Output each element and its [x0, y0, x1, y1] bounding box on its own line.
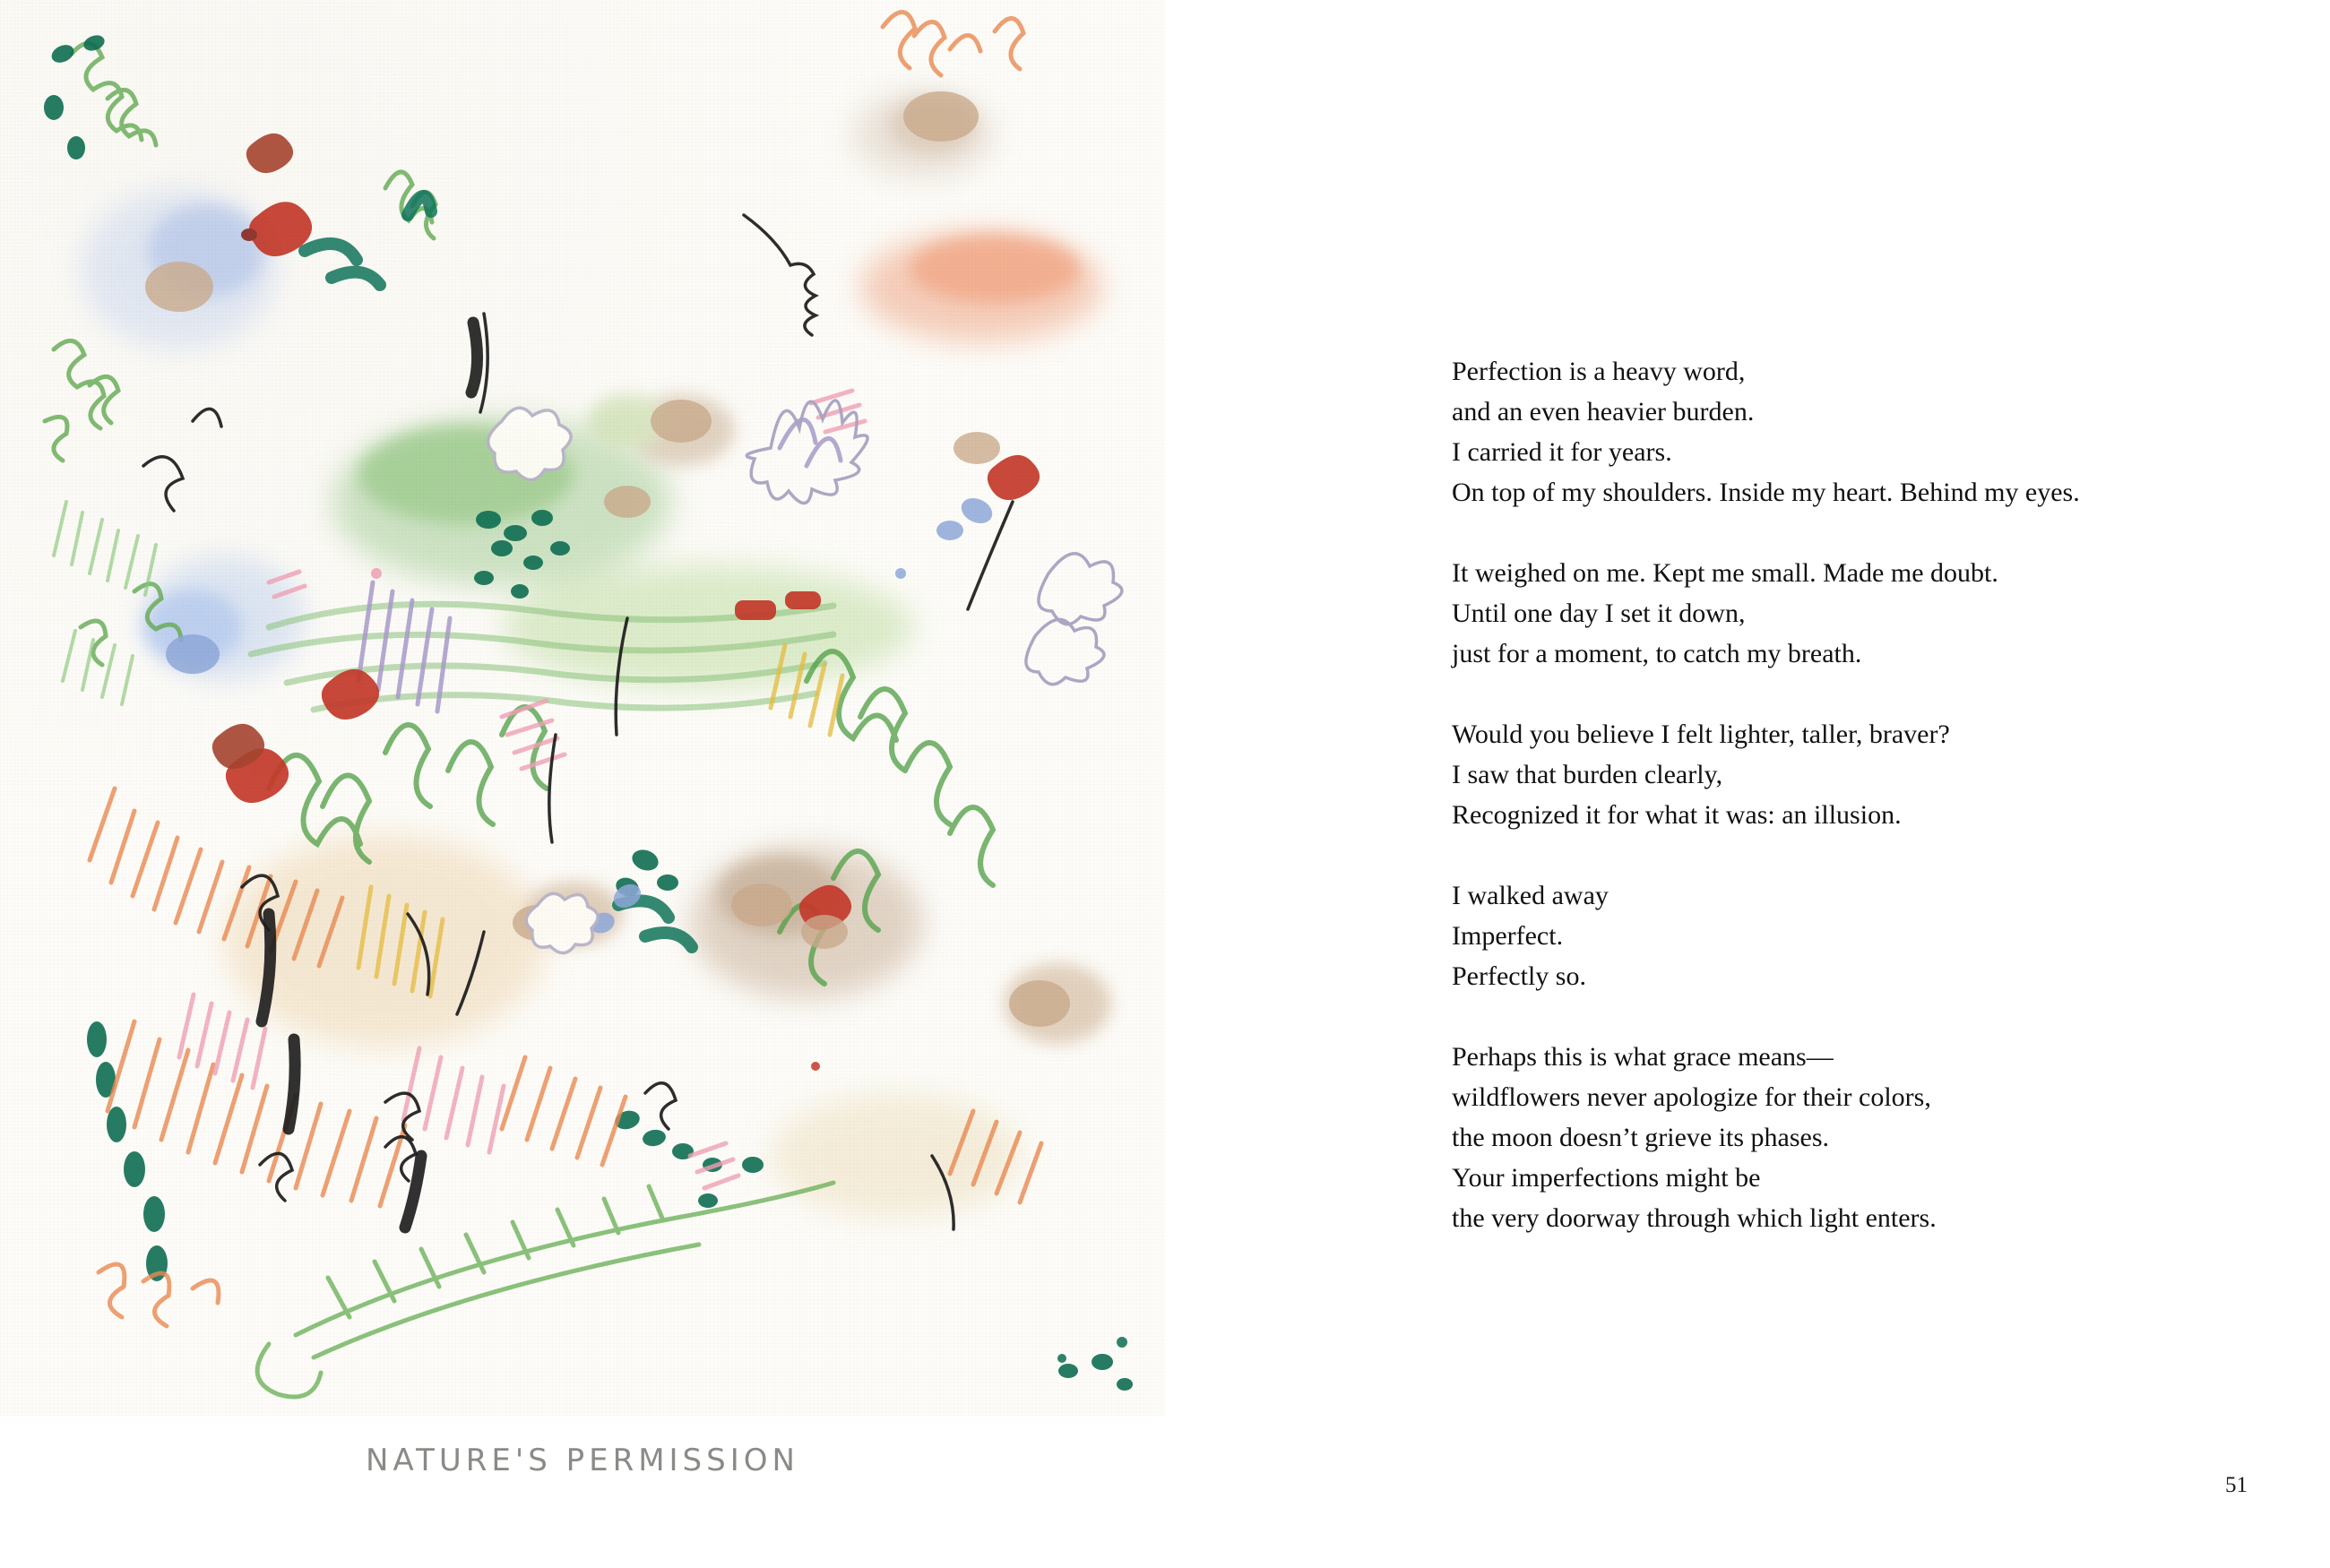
poem-stanza	[1452, 714, 2258, 835]
poem-line: Perhaps this is what grace means—	[1452, 1042, 1834, 1072]
poem-line: the very doorway through which light enters.	[1452, 1203, 1937, 1233]
poem-line: I saw that burden clearly,	[1452, 760, 1723, 789]
poem-line: On top of my shoulders. Inside my heart. Behind my eyes.	[1452, 478, 2080, 507]
poem-line: Your imperfections might be	[1452, 1163, 1761, 1193]
page-number: 51	[2225, 1473, 2248, 1497]
poem-line: Imperfect.	[1452, 921, 1564, 951]
poem-line: and an even heavier burden.	[1452, 397, 1755, 426]
poem-stanza	[1452, 1037, 2258, 1238]
poem-body	[1452, 351, 2258, 1279]
poem-line: It weighed on me. Kept me small. Made me doubt.	[1452, 558, 1998, 588]
poem-stanza	[1452, 351, 2258, 513]
poem-stanza	[1452, 553, 2258, 674]
poem-line: the moon doesn’t grieve its phases.	[1452, 1123, 1830, 1152]
right-page	[1165, 0, 2330, 1568]
poem-line: Recognized it for what it was: an illusion.	[1452, 800, 1902, 830]
poem-line: wildflowers never apologize for their colors,	[1452, 1082, 1931, 1112]
poem-line: Perfectly so.	[1452, 961, 1586, 991]
poem-line: Perfection is a heavy word,	[1452, 357, 1746, 386]
poem-line: Would you believe I felt lighter, taller, braver?	[1452, 719, 1950, 749]
poem-line: Until one day I set it down,	[1452, 599, 1746, 628]
poem-line: I walked away	[1452, 881, 1609, 910]
poem-line: I carried it for years.	[1452, 437, 1672, 467]
artwork-caption: NATURE'S PERMISSION	[366, 1443, 799, 1478]
poem-stanza	[1452, 875, 2258, 996]
poem-line: just for a moment, to catch my breath.	[1452, 639, 1862, 668]
artwork-illustration	[0, 0, 1165, 1416]
wildflower-meadow-drawing	[0, 0, 1165, 1416]
